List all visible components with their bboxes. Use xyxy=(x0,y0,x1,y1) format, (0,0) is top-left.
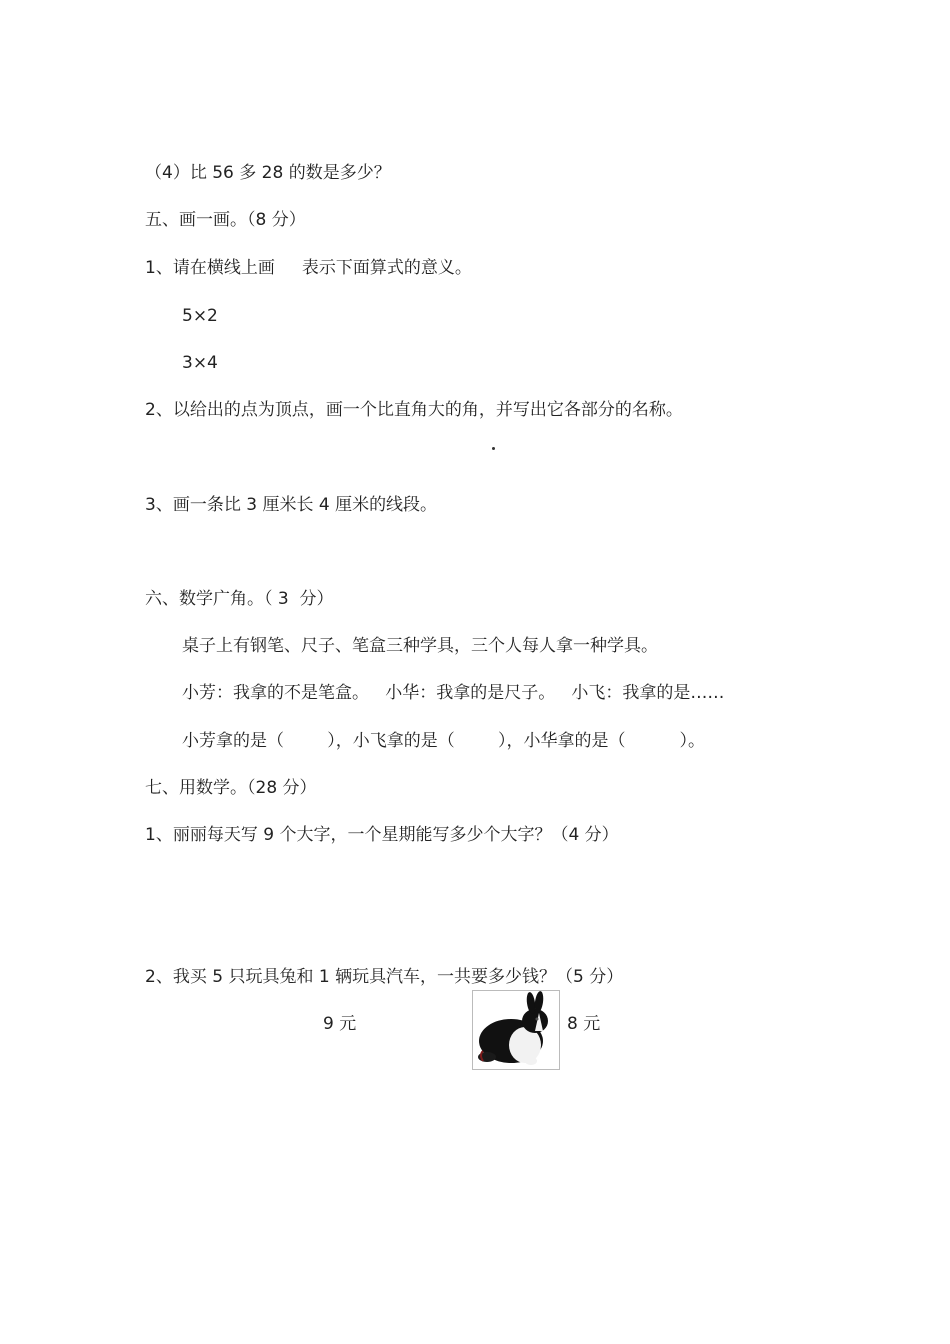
price-rabbit: 8 元 xyxy=(567,1014,601,1034)
section-6-title: 六、数学广角。（ 3 分） xyxy=(145,589,334,609)
price-car: 9 元 xyxy=(323,1014,357,1034)
expression-3x4: 3×4 xyxy=(182,353,218,373)
section-6-line-1: 桌子上有钢笔、尺子、笔盒三种学具，三个人每人拿一种学具。 xyxy=(182,636,658,656)
section-7-question-2: 2、我买 5 只玩具兔和 1 辆玩具汽车，一共要多少钱？（5 分） xyxy=(145,967,624,987)
section-5-title: 五、画一画。（8 分） xyxy=(145,210,306,230)
section-6-line-2: 小芳：我拿的不是笔盒。 小华：我拿的是尺子。 小飞：我拿的是…… xyxy=(182,683,725,703)
section-7-title: 七、用数学。（28 分） xyxy=(145,778,317,798)
section-6-answer-line: 小芳拿的是（ ），小飞拿的是（ ），小华拿的是（ ）。 xyxy=(182,731,705,751)
rabbit-icon xyxy=(473,991,560,1070)
section-5-question-2: 2、以给出的点为顶点，画一个比直角大的角，并写出它各部分的名称。 xyxy=(145,400,683,420)
section-5-question-3: 3、画一条比 3 厘米长 4 厘米的线段。 xyxy=(145,495,438,515)
question-4-4: （4）比 56 多 28 的数是多少？ xyxy=(145,163,391,183)
section-5-question-1: 1、请在横线上画 表示下面算式的意义。 xyxy=(145,258,472,278)
vertex-point xyxy=(492,447,495,450)
rabbit-image xyxy=(472,990,560,1070)
expression-5x2: 5×2 xyxy=(182,306,218,326)
section-7-question-1: 1、丽丽每天写 9 个大字，一个星期能写多少个大字？（4 分） xyxy=(145,825,619,845)
